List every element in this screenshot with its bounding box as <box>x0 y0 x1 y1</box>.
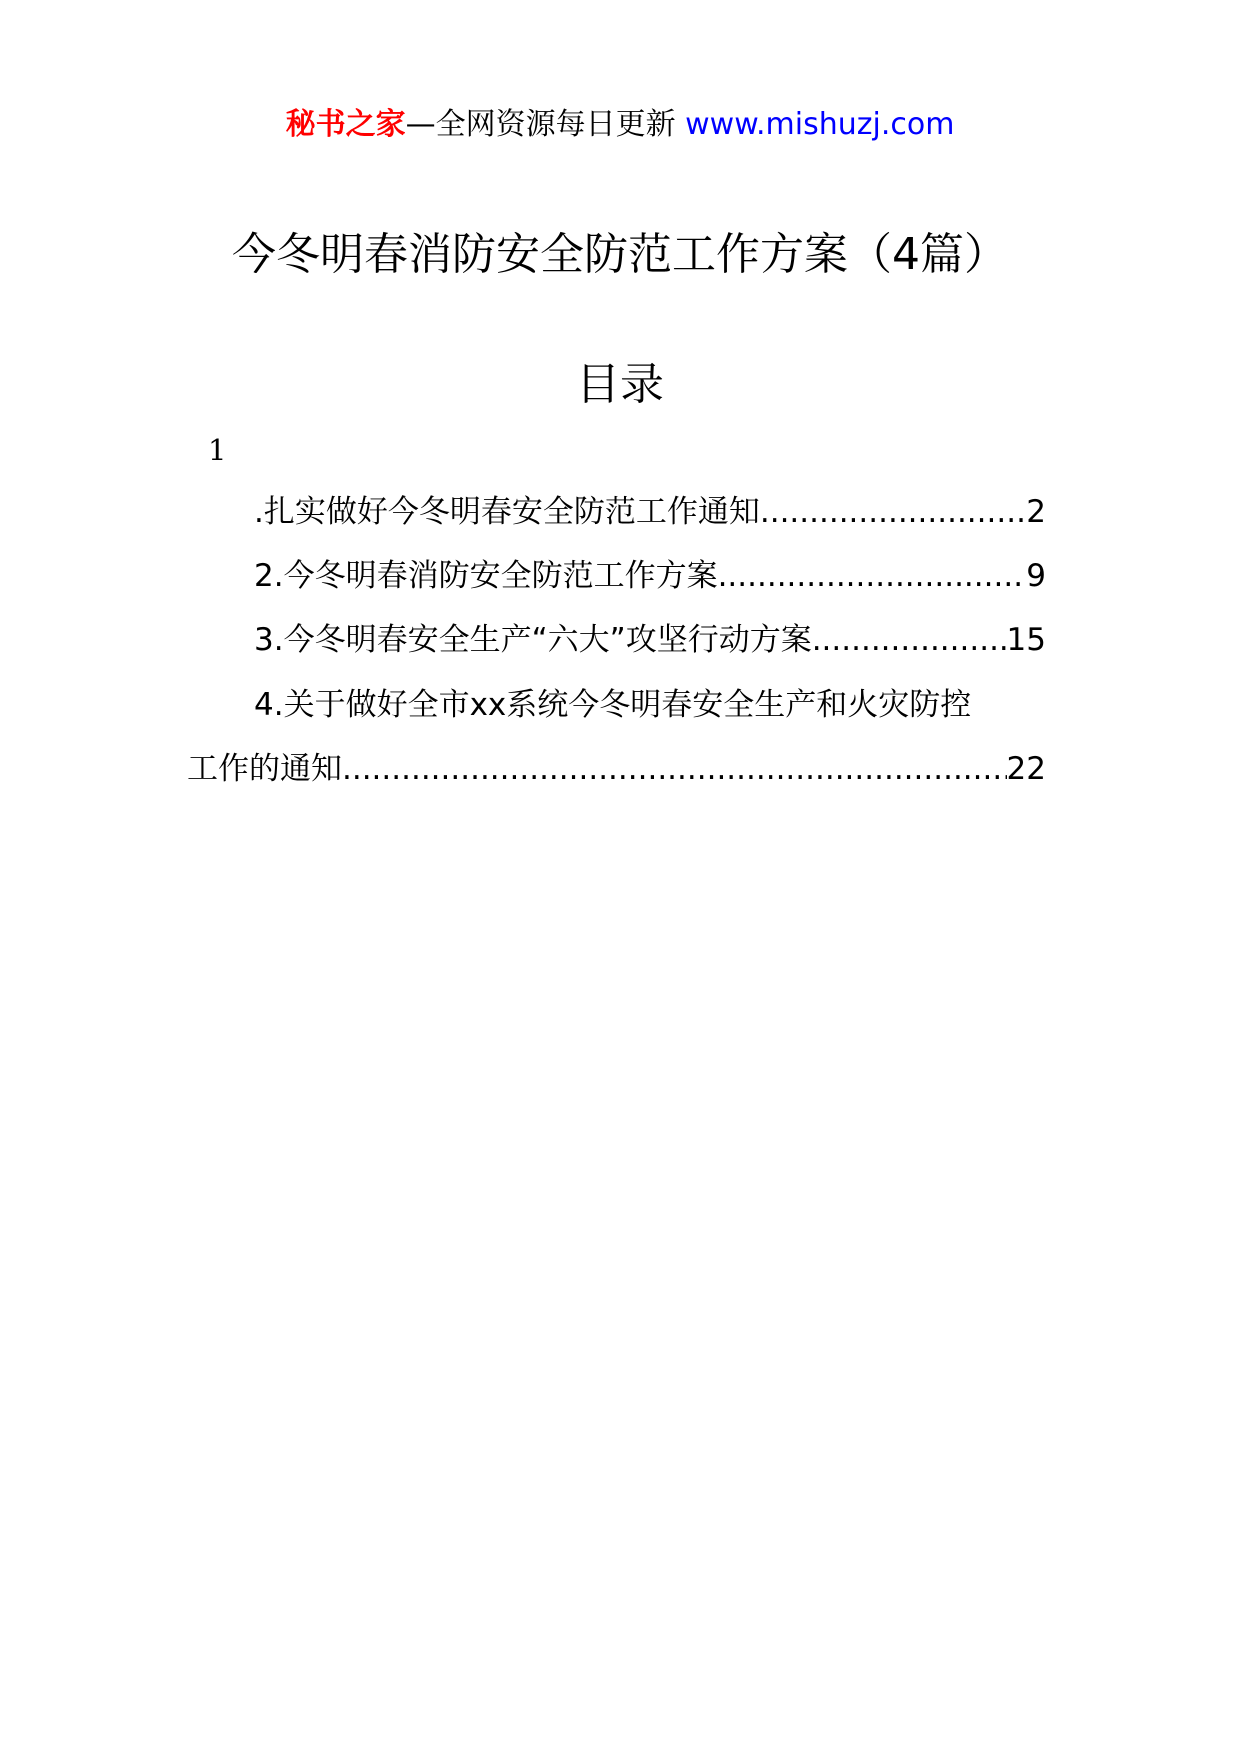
toc-leader-dots <box>342 747 1007 791</box>
toc-entry-title: 3.今冬明春安全生产“六大”攻坚行动方案 <box>254 622 812 658</box>
stray-number: 1 <box>208 433 227 467</box>
toc-leader-dots <box>812 618 1007 662</box>
toc-entry-2[interactable] <box>254 554 1046 598</box>
toc-entry-3[interactable] <box>254 618 1046 662</box>
toc-entry-4[interactable] <box>187 747 1046 791</box>
toc-entry-page: 15 <box>1006 622 1046 658</box>
toc-entry-4-line1[interactable]: 4.关于做好全市xx系统今冬明春安全生产和火灾防控 <box>254 687 972 723</box>
toc-entry-title: 工作的通知 <box>187 751 342 787</box>
site-header <box>0 100 1240 150</box>
toc-entry-title: .扎实做好今冬明春安全防范工作通知 <box>254 494 760 530</box>
toc-leader-dots <box>760 490 1026 534</box>
toc-entry-title: 2.今冬明春消防安全防范工作方案 <box>254 558 718 594</box>
toc-entry-page: 22 <box>1006 751 1046 787</box>
site-tagline: —全网资源每日更新 <box>405 107 686 142</box>
site-brand: 秘书之家 <box>285 107 406 142</box>
toc-heading: 目录 <box>576 359 664 410</box>
document-title: 今冬明春消防安全防范工作方案（4篇） <box>232 229 1008 280</box>
toc-entry-1[interactable] <box>254 490 1046 534</box>
toc-entry-page: 9 <box>1026 558 1046 594</box>
site-url-link[interactable]: www.mishuzj.com <box>685 107 955 142</box>
toc-leader-dots <box>718 554 1027 598</box>
toc-entry-page: 2 <box>1026 494 1046 530</box>
